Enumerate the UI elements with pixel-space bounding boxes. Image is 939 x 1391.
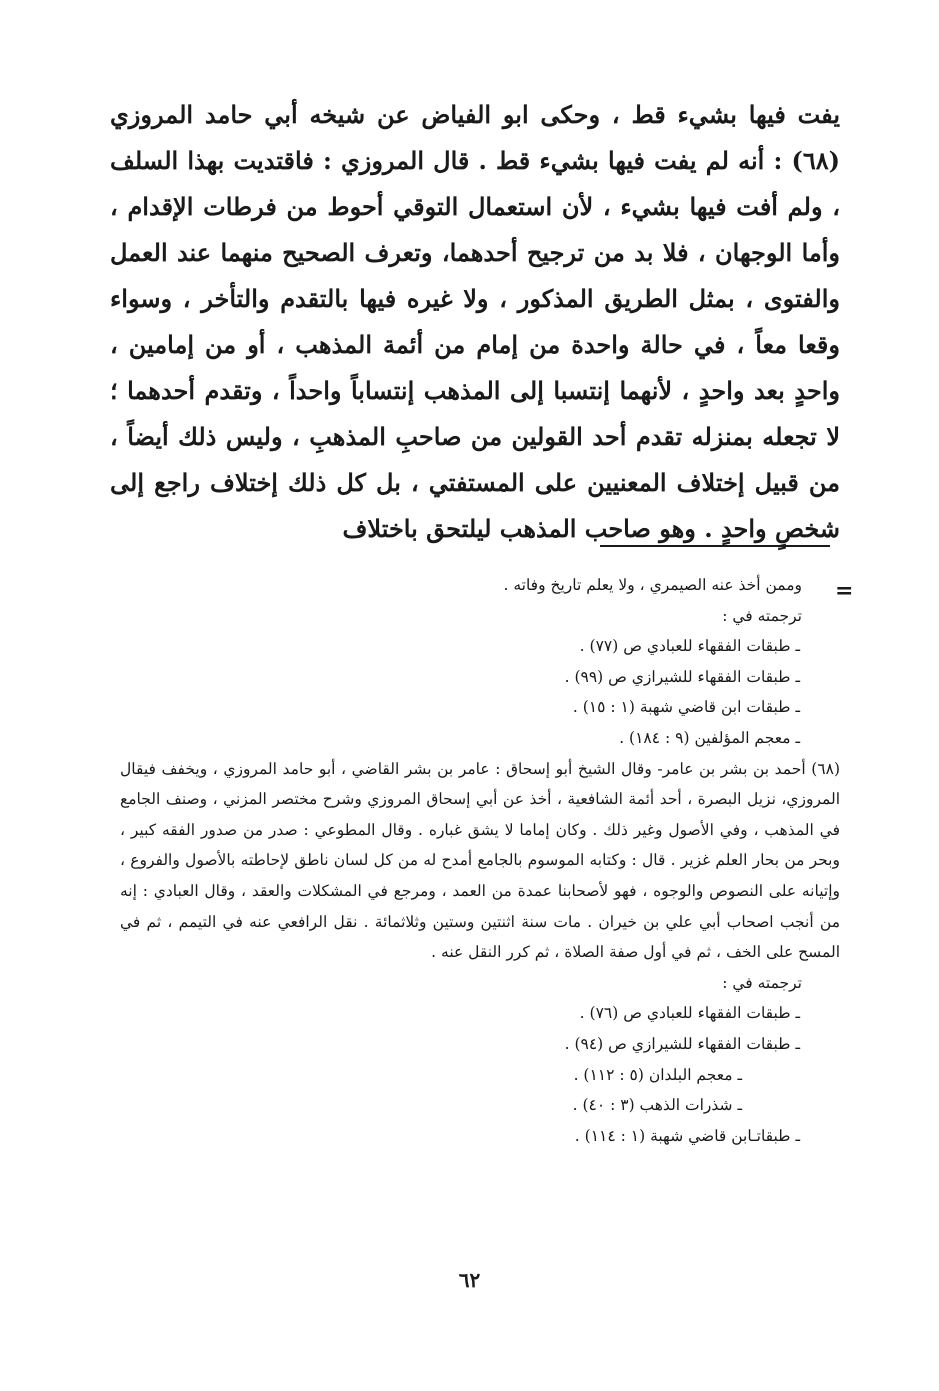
footnote-separator: [600, 545, 830, 547]
main-paragraph: يفت فيها بشيء قط ، وحكى ابو الفياض عن شيخه أبي حامد المروزي (٦٨) : أنه لم يفت فيها بشيء قط . قال المروزي : فاقتديت بهذا السلف ، ولم أفت فيها بشيء ، لأن استعمال التوقي أحوط من فرطات الإقدام ، وأما الوجهان ، فلا بد من ترجيح أحدهما، وتعرف الصحيح منهما عند العمل والفتوى ، بمثل الطريق المذكور ، ولا غيره فيها بالتقدم والتأخر ، وسواء وقعا معاً ، في حالة واحدة من إمام من أئمة المذهب ، أو من إمامين ، واحدٍ بعد واحدٍ ، لأنهما إنتسبا إلى المذهب إنتساباً واحداً ، وتقدم أحدهما ؛ لا تجعله بمنزله تقدم أحد القولين من صاحبِ المذهبِ ، وليس ذلك أيضاً ، من قبيل إختلاف المعنيين على المستفتي ، بل كل ذلك إختلاف راجع إلى شخصٍ واحدٍ . وهو صاحب المذهب ليلتحق باختلاف: [110, 100, 840, 543]
footnotes: [120, 570, 840, 1151]
footnote-source-item: ـ طبقات الفقهاء للشيرازي ص (٩٤) .: [564, 1034, 800, 1053]
footnote-source-item: ـ طبقات الفقهاء للشيرازي ص (٩٩) .: [564, 667, 800, 686]
footnote-68-sources-label: ترجمته في :: [722, 973, 802, 992]
footnote-previous-sources-label: ترجمته في :: [722, 606, 802, 625]
footnote-source-item: ـ معجم المؤلفين (٩ : ١٨٤) .: [619, 728, 800, 747]
main-body-text: [110, 92, 840, 552]
footnote-source-item: ـ معجم البلدان (٥ : ١١٢) .: [573, 1065, 742, 1084]
footnote-68-text: (٦٨) أحمد بن بشر بن عامر- وقال الشيخ أبو إسحاق : عامر بن بشر القاضي ، أبو حامد المروزي ، ويخفف فيقال المروزي، نزيل البصرة ، أحد أئمة الشافعية ، أخذ عن أبي إسحاق المروزي وشرح مختصر المزني ، وصنف الجامع في المذهب ، وفي الأصول وغير ذلك . وكان إماما لا يشق غباره . وقال المطوعي : صدر من صدور الفقه كبير ، وبحر من بحار العلم غزير . قال : وكتابه الموسوم بالجامع أمدح له من كل لسان ناطق لإحاطته بالأصول والفروع ، وإتيانه على النصوص والوجوه ، فهو لأصحابنا عمدة من العمد ، ومرجع في المشكلات والعقد ، وقال العبادي : إنه من أنجب اصحاب أبي علي بن خيران . مات سنة اثنتين وستين وثلاثمائة . نقل الرافعي عنه في التيمم ، ثم في المسح على الخف ، ثم في أول صفة الصلاة ، ثم كرر النقل عنه .: [120, 759, 840, 962]
footnote-source-item: ـ طبقات الفقهاء للعبادي ص (٧٧) .: [579, 637, 800, 656]
footnote-source-item: ـ طبقات الفقهاء للعبادي ص (٧٦) .: [579, 1004, 800, 1023]
footnote-previous-intro: وممن أخذ عنه الصيمري ، ولا يعلم تاريخ وفاته .: [503, 576, 802, 594]
footnote-source-item: ـ طبقاتـابن قاضي شهبة (١ : ١١٤) .: [574, 1126, 800, 1145]
page-number: ٦٢: [458, 1268, 481, 1292]
footnote-continuation-mark: =: [835, 578, 854, 604]
footnote-source-item: ـ شذرات الذهب (٣ : ٤٠) .: [572, 1096, 742, 1115]
footnote-source-item: ـ طبقات ابن قاضي شهبة (١ : ١٥) .: [572, 698, 800, 717]
